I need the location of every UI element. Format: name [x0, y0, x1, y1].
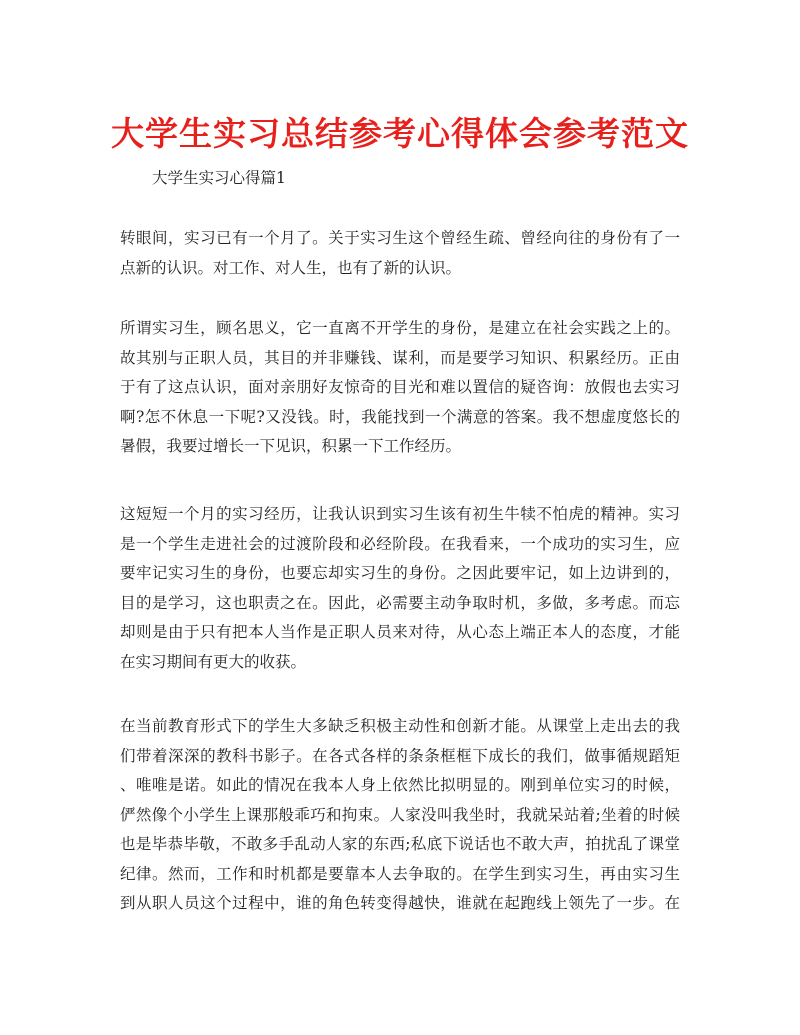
section-subtitle: 大学生实习心得篇1	[152, 169, 286, 187]
paragraph-line: 故其别与正职人员，其目的并非赚钱、谋利，而是要学习知识、积累经历。正由	[120, 348, 680, 367]
paragraph-line: 在实习期间有更大的收获。	[120, 652, 307, 671]
paragraph-line: 啊?怎不休息一下呢?又没钱。时，我能找到一个满意的答案。我不想虚度悠长的	[120, 407, 680, 426]
paragraph-line: 目的是学习，这也职责之在。因此，必需要主动争取时机，多做，多考虑。而忘	[120, 593, 680, 612]
paragraph-line: 暑假，我要过增长一下见识，积累一下工作经历。	[120, 437, 462, 455]
paragraph-line: 却则是由于只有把本人当作是正职人员来对待，从心态上端正本人的态度，才能	[120, 623, 680, 641]
paragraph-line: 、唯唯是诺。如此的情况在我本人身上依然比拟明显的。刚到单位实习的时候，	[120, 776, 680, 794]
paragraph-2	[120, 314, 680, 462]
paragraph-line: 在当前教育形式下的学生大多缺乏积极主动性和创新才能。从课堂上走出去的我	[120, 717, 680, 735]
paragraph-line: 也是毕恭毕敬，不敢多手乱动人家的东西;私底下说话也不敢大声，拍扰乱了课堂	[120, 835, 680, 853]
paragraph-1	[120, 224, 680, 283]
paragraph-3	[120, 500, 680, 677]
paragraph-line: 纪律。然而，工作和时机都是要靠本人去争取的。在学生到实习生，再由实习生	[120, 864, 680, 883]
paragraph-line: 这短短一个月的实习经历，让我认识到实习生该有初生牛犊不怕虎的精神。实习	[120, 505, 680, 523]
paragraph-line: 们带着深深的教科书影子。在各式各样的条条框框下成长的我们，做事循规蹈矩	[120, 746, 680, 765]
paragraph-line: 所谓实习生，顾名思义，它一直离不开学生的身份，是建立在社会实践之上的。	[120, 319, 680, 337]
paragraph-line: 转眼间，实习已有一个月了。关于实习生这个曾经生疏、曾经向往的身份有了一	[120, 229, 680, 247]
paragraph-line: 于有了这点认识，面对亲朋好友惊奇的目光和难以置信的疑咨询：放假也去实习	[120, 378, 680, 396]
paragraph-line: 俨然像个小学生上课那般乖巧和拘束。人家没叫我坐时，我就呆站着;坐着的时候	[120, 805, 680, 824]
paragraph-4	[120, 712, 680, 919]
document-title: 大学生实习总结参考心得体会参考范文	[111, 114, 689, 153]
paragraph-line: 到从职人员这个过程中，谁的角色转变得越快，谁就在起跑线上领先了一步。在	[120, 894, 680, 912]
paragraph-line: 是一个学生走进社会的过渡阶段和必经阶段。在我看来，一个成功的实习生，应	[120, 534, 680, 553]
paragraph-line: 点新的认识。对工作、对人生，也有了新的认识。	[120, 258, 462, 277]
paragraph-line: 要牢记实习生的身份，也要忘却实习生的身份。之因此要牢记，如上边讲到的，	[120, 564, 680, 582]
